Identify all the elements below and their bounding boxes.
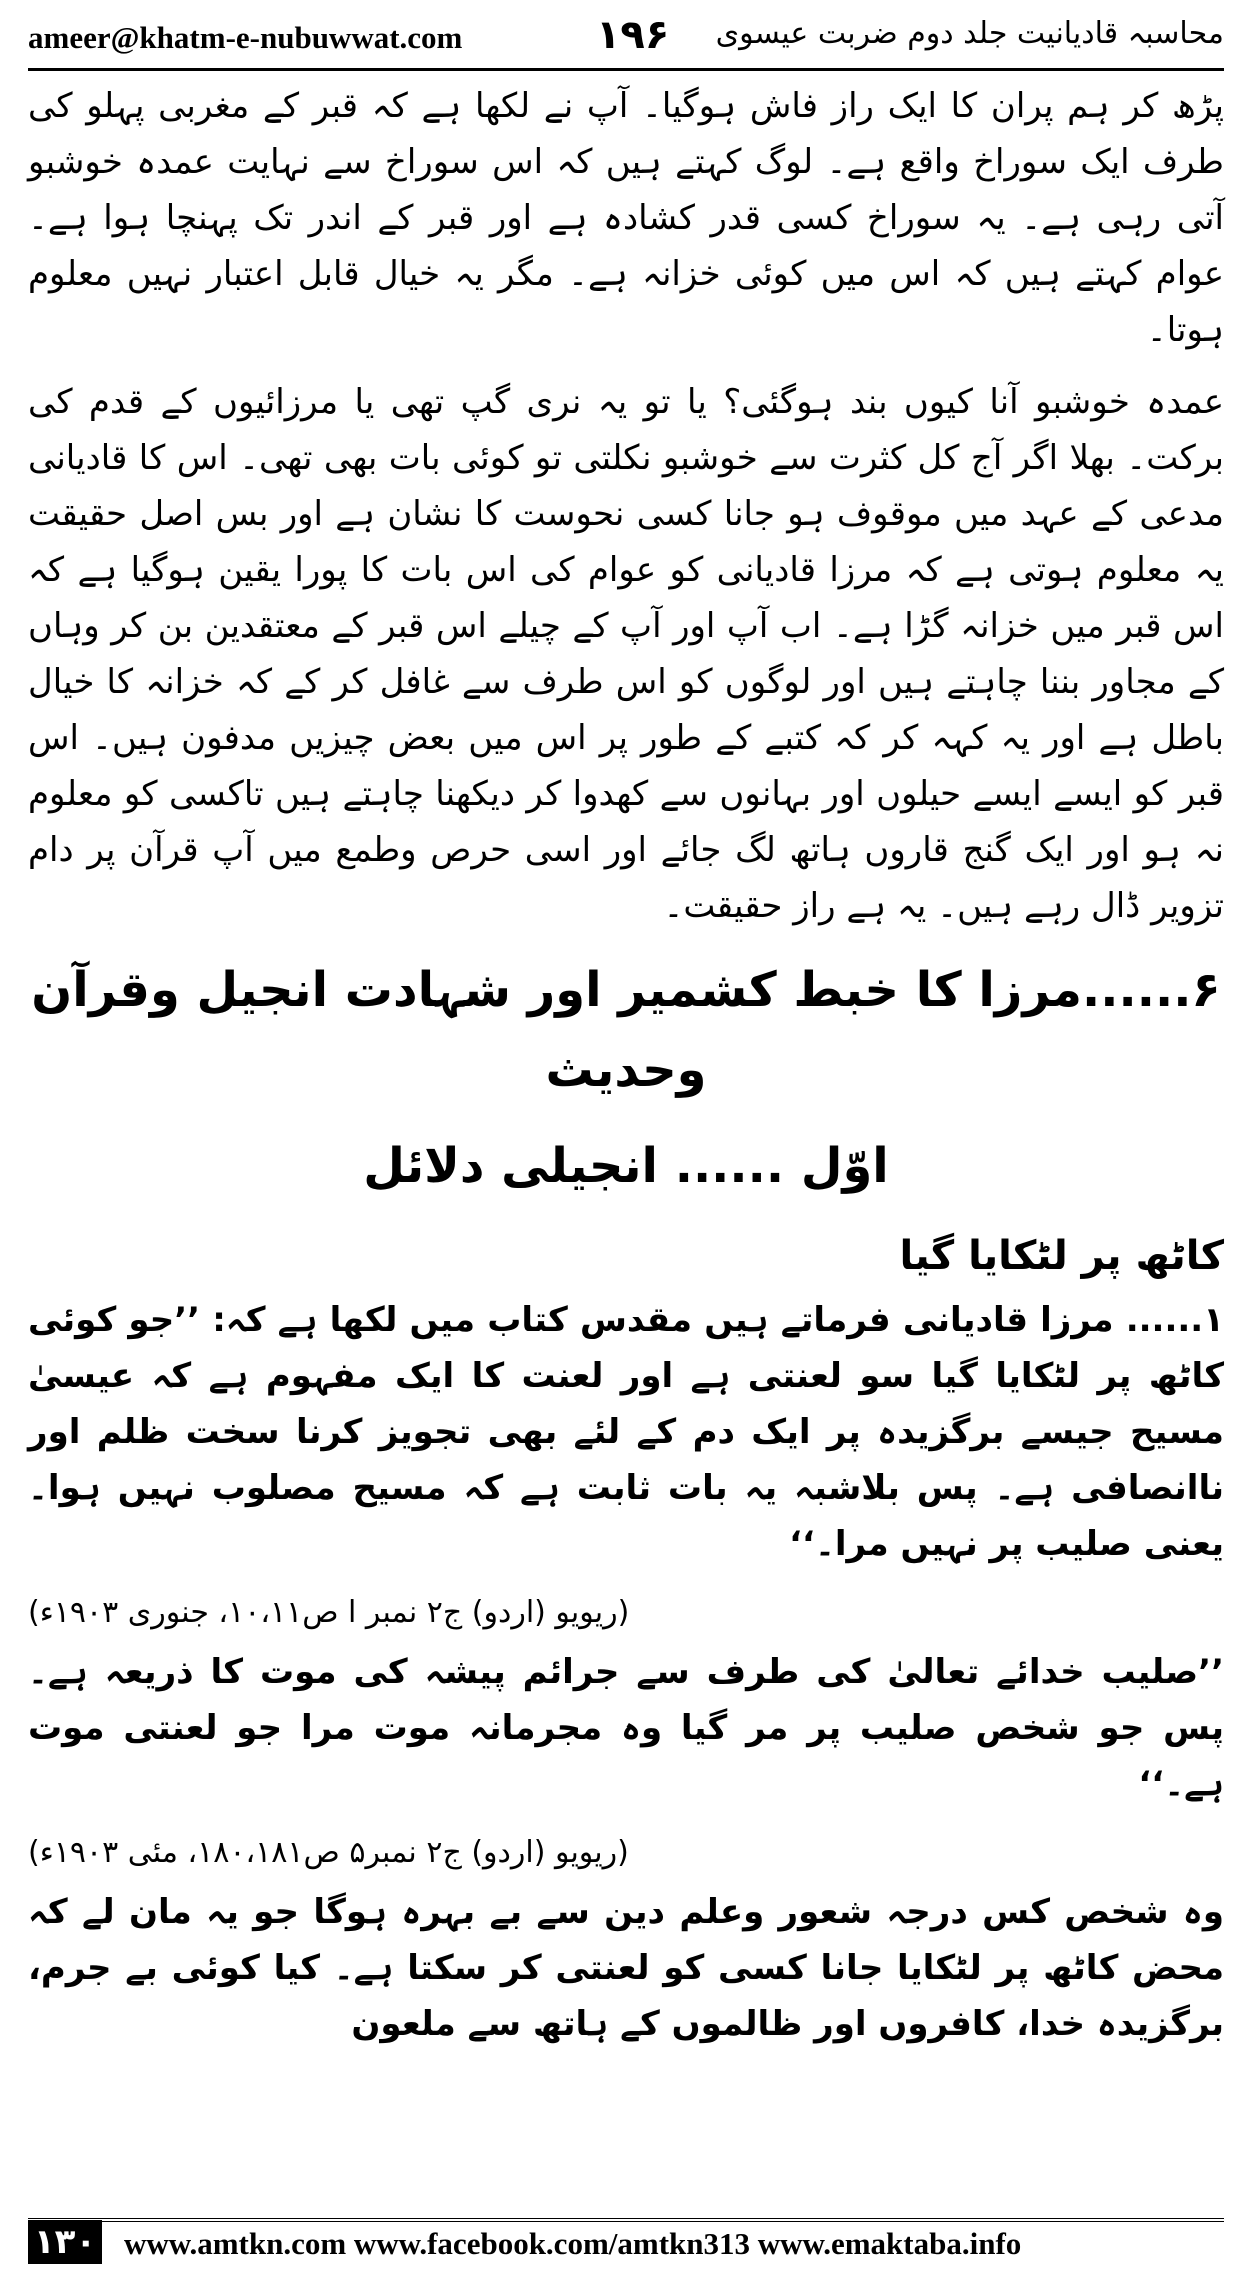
section-heading: ۶......مرزا کا خبط کشمیر اور شہادت انجیل وقرآن وحدیث	[31, 962, 1221, 1098]
reference-1: (ریویو (اردو) ج۲ نمبر ا ص۱۰،۱۱، جنوری ۱۹۰۳ء)	[28, 1595, 630, 1630]
paragraph-2: عمدہ خوشبو آنا کیوں بند ہوگئی؟ یا تو یہ نری گپ تھی یا مرزائیوں کے قدم کی برکت۔ بھلا اگر آج کل کثرت سے خوشبو نکلتی تو کوئی بات بھی تھی۔ اس کا قادیانی مدعی کے عہد میں موقوف ہو جانا کسی نحوست کا نشان ہے اور بس اصل حقیقت یہ معلوم ہوتی ہے کہ مرزا قادیانی کو عوام کی اس بات کا پورا یقین ہوگیا ہے کہ اس قبر میں خزانہ گڑا ہے۔ اب آپ اور آپ کے چیلے اس قبر کے معتقدین بن کر وہاں کے مجاور بننا چاہتے ہیں اور لوگوں کو اس طرف سے غافل کر کے کہ خزانہ کا خیال باطل ہے اور یہ کہہ کر کہ کتبے کے طور پر اس میں بعض چیزیں مدفون ہیں۔ اس قبر کو ایسے ایسے حیلوں اور بہانوں سے کھدوا کر دیکھنا چاہتے ہیں تاکسی کو معلوم نہ ہو اور ایک گنج قاروں ہاتھ لگ جائے اور اسی حرص وطمع میں آپ قرآن پر دام تزویر ڈال رہے ہیں۔ یہ ہے راز حقیقت۔	[28, 382, 1224, 926]
header-divider	[28, 68, 1224, 71]
reference-2: (ریویو (اردو) ج۲ نمبر۵ ص۱۸۰،۱۸۱، مئی ۱۹۰۳ء)	[28, 1835, 629, 1870]
header-book-title: محاسبہ قادیانیت جلد دوم ضربت عیسوی	[715, 16, 1224, 51]
quote-1: ۱...... مرزا قادیانی فرماتے ہیں مقدس کتاب میں لکھا ہے کہ: ’’جو کوئی کاٹھ پر لٹکایا گیا سو لعنتی ہے اور لعنت کا ایک مفہوم ہے کہ عیسیٰ مسیح جیسے برگزیدہ پر ایک دم کے لئے بھی تجویز کرنا سخت ظلم اور ناانصافی ہے۔ پس بلاشبہ یہ بات ثابت ہے کہ مسیح مصلوب نہیں ہوا۔ یعنی صلیب پر نہیں مرا۔‘‘	[28, 1300, 1224, 1564]
paragraph-1: پڑھ کر ہم پران کا ایک راز فاش ہوگیا۔ آپ نے لکھا ہے کہ قبر کے مغربی پہلو کی طرف ایک سوراخ واقع ہے۔ لوگ کہتے ہیں کہ اس سوراخ سے نہایت عمدہ خوشبو آتی رہی ہے۔ یہ سوراخ کسی قدر کشادہ ہے اور قبر کے اندر تک پہنچا ہوا ہے۔ عوام کہتے ہیں کہ اس میں کوئی خزانہ ہے۔ مگر یہ خیال قابل اعتبار نہیں معلوم ہوتا۔	[28, 86, 1224, 350]
footer-links[interactable]: www.amtkn.com www.facebook.com/amtkn313 www.emaktaba.info	[124, 2226, 1022, 2261]
topic-heading: کاٹھ پر لٹکایا گیا	[899, 1233, 1224, 1279]
footer-page-number: ۱۳۰	[28, 2220, 102, 2264]
page-header	[28, 12, 1224, 66]
footer-divider	[28, 2218, 1224, 2222]
page-body	[28, 78, 1224, 2068]
page-footer	[28, 2212, 1224, 2268]
sub-heading: اوّل ...... انجیلی دلائل	[363, 1138, 889, 1194]
document-page	[28, 12, 1224, 2268]
header-page-number: ۱۹۶	[596, 12, 670, 58]
closing-paragraph: وہ شخص کس درجہ شعور وعلم دین سے بے بہرہ ہوگا جو یہ مان لے کہ محض کاٹھ پر لٹکایا جانا کسی کو لعنتی کر سکتا ہے۔ کیا کوئی بے جرم، برگزیدہ خدا، کافروں اور ظالموں کے ہاتھ سے ملعون	[28, 1892, 1224, 2044]
quote-2: ’’صلیب خدائے تعالیٰ کی طرف سے جرائم پیشہ کی موت کا ذریعہ ہے۔ پس جو شخص صلیب پر مر گیا وہ مجرمانہ موت مرا جو لعنتی موت ہے۔‘‘	[28, 1652, 1224, 1804]
header-email[interactable]: ameer@khatm-e-nubuwwat.com	[28, 20, 463, 55]
